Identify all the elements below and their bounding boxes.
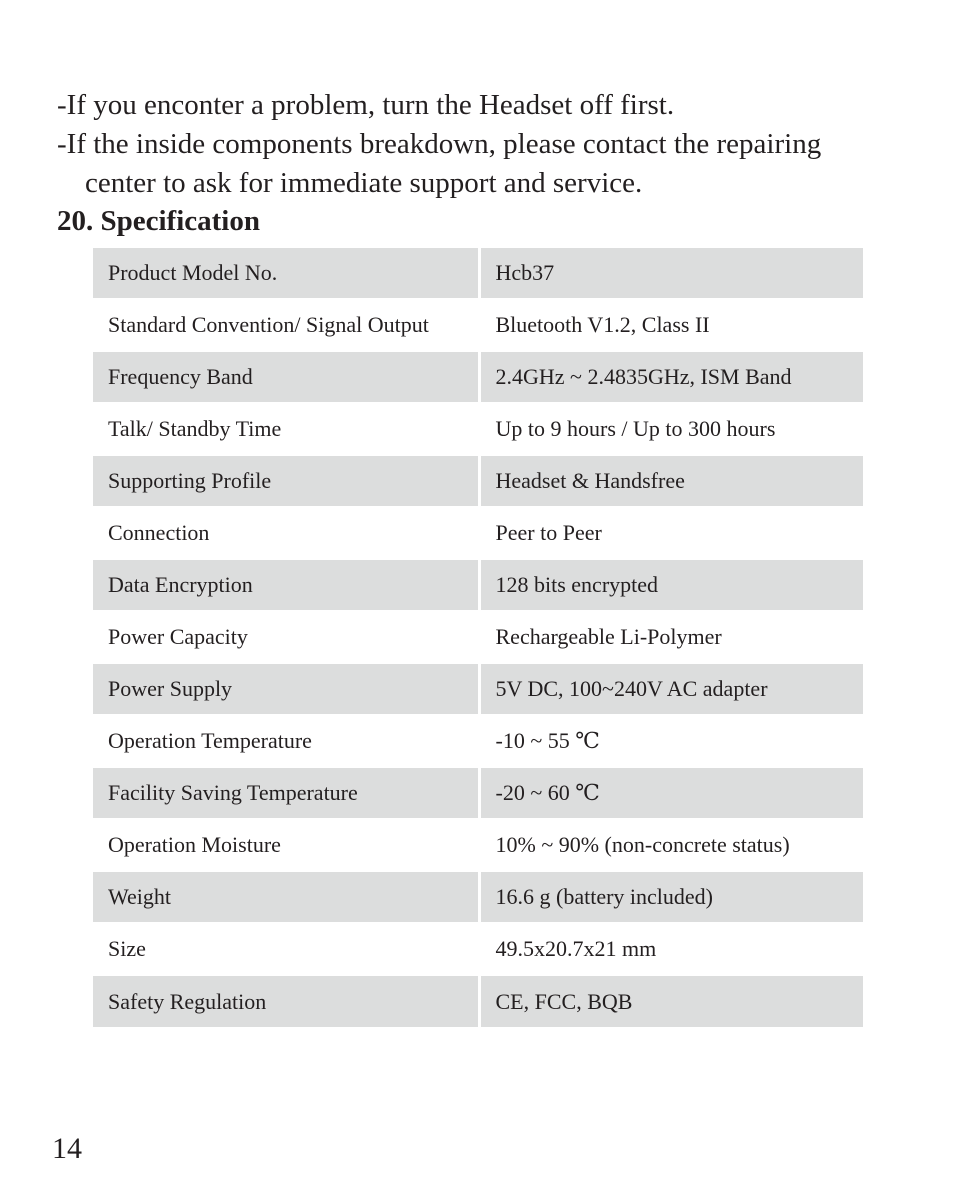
- spec-value: CE, FCC, BQB: [479, 975, 863, 1027]
- spec-value: Bluetooth V1.2, Class II: [479, 299, 863, 351]
- table-row: [93, 351, 863, 403]
- spec-label: Power Capacity: [93, 611, 479, 663]
- table-row: [93, 975, 863, 1027]
- table-row: [93, 611, 863, 663]
- spec-value: Hcb37: [479, 247, 863, 299]
- note-text-continued: center to ask for immediate support and service.: [85, 167, 643, 199]
- spec-label: Size: [93, 923, 479, 975]
- spec-value: 128 bits encrypted: [479, 559, 863, 611]
- spec-value: 49.5x20.7x21 mm: [479, 923, 863, 975]
- table-row: [93, 455, 863, 507]
- table-row: [93, 923, 863, 975]
- page-number: 14: [52, 1132, 82, 1165]
- spec-label: Operation Moisture: [93, 819, 479, 871]
- spec-value: 16.6 g (battery included): [479, 871, 863, 923]
- spec-value: 2.4GHz ~ 2.4835GHz, ISM Band: [479, 351, 863, 403]
- spec-table: [93, 246, 863, 1027]
- table-row: [93, 767, 863, 819]
- spec-value: -20 ~ 60 ℃: [479, 767, 863, 819]
- table-row: [93, 663, 863, 715]
- note-item: [57, 86, 917, 125]
- spec-value: Up to 9 hours / Up to 300 hours: [479, 403, 863, 455]
- spec-label: Facility Saving Temperature: [93, 767, 479, 819]
- spec-value: -10 ~ 55 ℃: [479, 715, 863, 767]
- table-row: [93, 507, 863, 559]
- spec-label: Talk/ Standby Time: [93, 403, 479, 455]
- note-text: -If you enconter a problem, turn the Headset off first.: [57, 89, 675, 121]
- table-row: [93, 871, 863, 923]
- spec-value: 10% ~ 90% (non-concrete status): [479, 819, 863, 871]
- spec-label: Power Supply: [93, 663, 479, 715]
- notes-list: [57, 86, 917, 203]
- note-text: -If the inside components breakdown, please contact the repairing: [57, 128, 822, 160]
- note-item: [57, 125, 917, 203]
- spec-value: Headset & Handsfree: [479, 455, 863, 507]
- table-row: [93, 559, 863, 611]
- table-row: [93, 715, 863, 767]
- spec-value: 5V DC, 100~240V AC adapter: [479, 663, 863, 715]
- spec-label: Weight: [93, 871, 479, 923]
- table-row: [93, 403, 863, 455]
- spec-value: Rechargeable Li-Polymer: [479, 611, 863, 663]
- table-row: [93, 819, 863, 871]
- spec-label: Connection: [93, 507, 479, 559]
- spec-label: Standard Convention/ Signal Output: [93, 299, 479, 351]
- table-row: [93, 299, 863, 351]
- section-title: 20. Specification: [57, 205, 260, 237]
- spec-label: Frequency Band: [93, 351, 479, 403]
- table-row: [93, 247, 863, 299]
- spec-label: Data Encryption: [93, 559, 479, 611]
- spec-label: Safety Regulation: [93, 975, 479, 1027]
- spec-value: Peer to Peer: [479, 507, 863, 559]
- spec-label: Product Model No.: [93, 247, 479, 299]
- spec-label: Operation Temperature: [93, 715, 479, 767]
- spec-label: Supporting Profile: [93, 455, 479, 507]
